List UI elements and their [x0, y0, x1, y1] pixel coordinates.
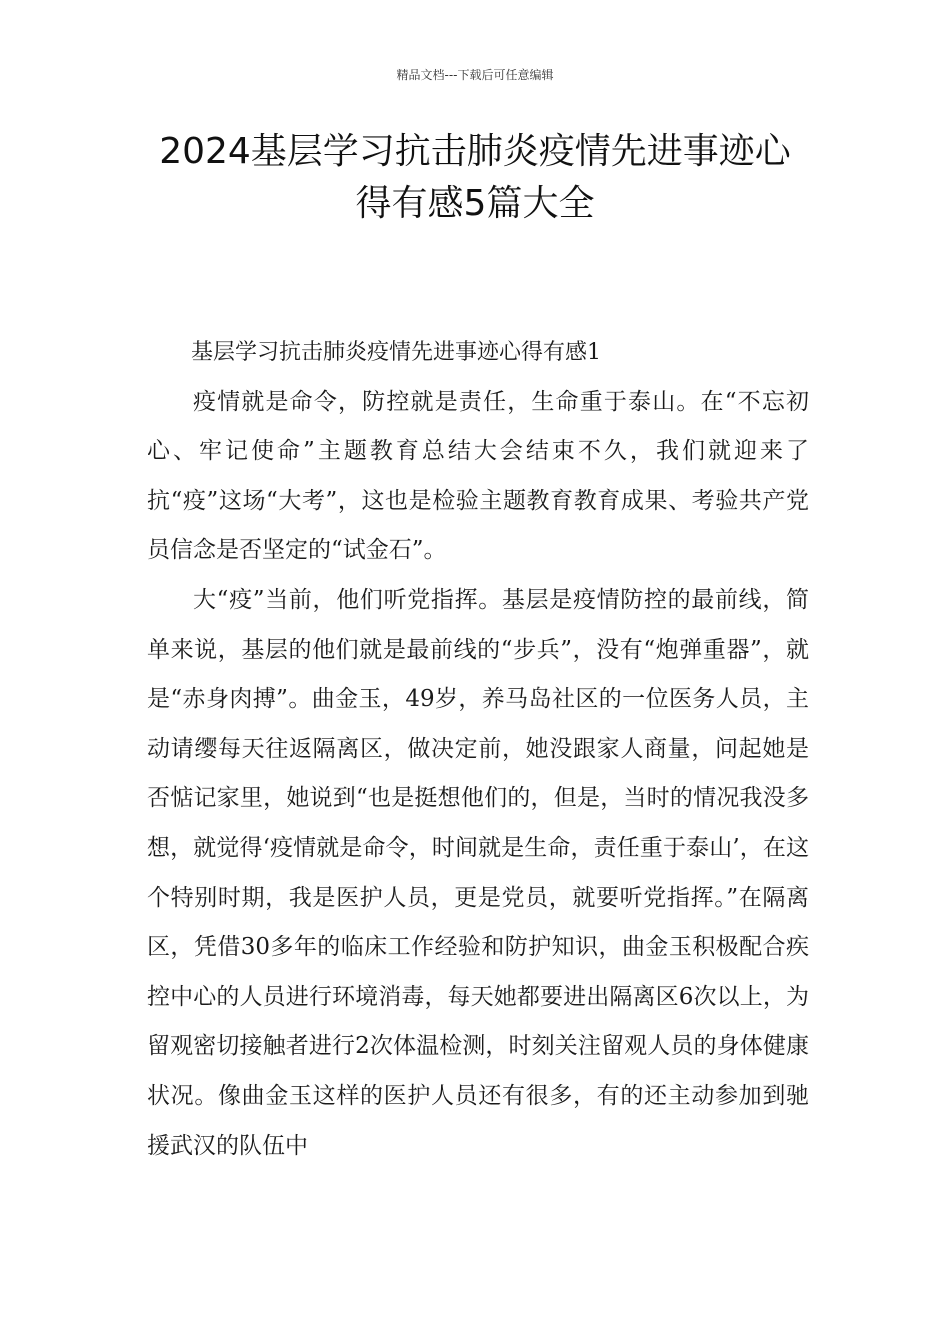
document-title-line-2: 得有感5篇大全	[355, 183, 595, 224]
document-title	[120, 126, 830, 230]
document-body	[147, 328, 809, 1171]
document-title-line-1: 2024基层学习抗击肺炎疫情先进事迹心	[159, 131, 791, 172]
page-header-note: 精品文档---下载后可任意编辑	[396, 68, 554, 82]
body-paragraph-1: 疫情就是命令，防控就是责任，生命重于泰山。在“不忘初心、牢记使命”主题教育总结大会结束不久，我们就迎来了抗“疫”这场“大考”，这也是检验主题教育教育成果、考验共产党员信念是否坚定的“试金石”。	[147, 388, 809, 564]
section-subtitle: 基层学习抗击肺炎疫情先进事迹心得有感1	[191, 340, 601, 365]
body-paragraph-2: 大“疫”当前，他们听党指挥。基层是疫情防控的最前线，简单来说，基层的他们就是最前线的“步兵”，没有“炮弹重器”，就是“赤身肉搏”。曲金玉，49岁，养马岛社区的一位医务人员，主动请缨每天往返隔离区，做决定前，她没跟家人商量，问起她是否惦记家里，她说到“也是挺想他们的，但是，当时的情况我没多想，就觉得‘疫情就是命令，时间就是生命，责任重于泰山’，在这个特别时期，我是医护人员，更是党员，就要听党指挥。”在隔离区，凭借30多年的临床工作经验和防护知识，曲金玉积极配合疾控中心的人员进行环境消毒，每天她都要进出隔离区6次以上，为留观密切接触者进行2次体温检测，时刻关注留观人员的身体健康状况。像曲金玉这样的医护人员还有很多，有的还主动参加到驰援武汉的队伍中	[147, 586, 809, 1159]
